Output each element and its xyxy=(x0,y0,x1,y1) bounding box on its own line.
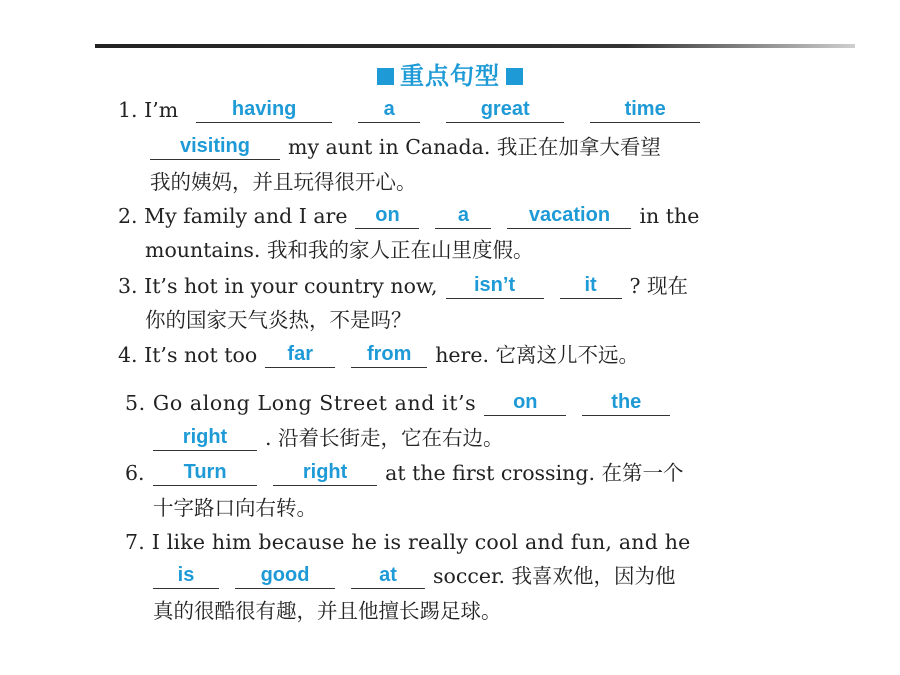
top-rule xyxy=(95,44,855,48)
item-text: It’s not too xyxy=(144,343,258,367)
item-7-line-2 xyxy=(153,562,676,590)
item-1-line-3: 我的姨妈，并且玩得很开心。 xyxy=(150,170,417,194)
item-text: soccer. 我喜欢他，因为他 xyxy=(433,564,676,588)
answer-blank: visiting xyxy=(150,133,280,160)
item-text: my aunt in Canada. 我正在加拿大看望 xyxy=(288,135,661,159)
answer-blank: right xyxy=(153,424,257,451)
answer-blank: time xyxy=(590,96,700,123)
answer-blank: vacation xyxy=(507,202,631,229)
item-text: I’m xyxy=(144,98,179,122)
answer-blank: on xyxy=(355,202,419,229)
item-text: here. 它离这儿不远。 xyxy=(435,343,640,367)
item-3-line-2: 你的国家天气炎热，不是吗？ xyxy=(145,308,412,332)
square-bullet-left-icon xyxy=(377,68,394,85)
answer-blank: on xyxy=(484,389,566,416)
answer-blank: far xyxy=(265,341,335,368)
item-2-line-2: mountains. 我和我的家人正在山里度假。 xyxy=(145,238,534,262)
item-text: It’s hot in your country now, xyxy=(144,274,438,298)
item-number: 2. xyxy=(118,204,138,228)
section-heading-text: 重点句型 xyxy=(400,62,500,90)
item-text: My family and I are xyxy=(144,204,348,228)
section-heading xyxy=(0,56,900,91)
item-5-line-2 xyxy=(153,424,504,452)
answer-blank: Turn xyxy=(153,459,257,486)
answer-blank: isn’t xyxy=(446,272,544,299)
item-text: Go along Long Street and it’s xyxy=(152,391,477,415)
item-text: I like him because he is really cool and fun, and he xyxy=(151,530,691,554)
answer-blank: having xyxy=(196,96,332,123)
square-bullet-right-icon xyxy=(506,68,523,85)
item-number: 7. xyxy=(125,530,145,554)
answer-blank: a xyxy=(435,202,491,229)
answer-blank: is xyxy=(153,562,219,589)
item-5-line-1 xyxy=(125,389,678,417)
item-3-line-1 xyxy=(118,272,688,300)
item-6-line-2: 十字路口向右转。 xyxy=(153,496,317,520)
item-text: at the first crossing. 在第一个 xyxy=(385,461,684,485)
item-number: 6. xyxy=(125,461,145,485)
item-1-line-1 xyxy=(118,96,708,124)
answer-blank: a xyxy=(358,96,420,123)
answer-blank: it xyxy=(560,272,622,299)
answer-blank: good xyxy=(235,562,335,589)
item-number: 1. xyxy=(118,98,138,122)
item-text: in the xyxy=(639,204,700,228)
answer-blank: right xyxy=(273,459,377,486)
answer-blank: from xyxy=(351,341,427,368)
item-7-line-1 xyxy=(125,528,690,556)
item-1-line-2 xyxy=(150,133,661,161)
item-number: 3. xyxy=(118,274,138,298)
item-2-line-1 xyxy=(118,202,699,230)
answer-blank: the xyxy=(582,389,670,416)
item-number: 4. xyxy=(118,343,138,367)
item-text: ? 现在 xyxy=(629,274,689,298)
answer-blank: at xyxy=(351,562,425,589)
item-number: 5. xyxy=(125,391,146,415)
item-6-line-1 xyxy=(125,459,684,487)
answer-blank: great xyxy=(446,96,564,123)
item-7-line-3: 真的很酷很有趣，并且他擅长踢足球。 xyxy=(153,599,502,623)
item-4-line-1 xyxy=(118,341,639,369)
item-text: . 沿着长街走，它在右边。 xyxy=(265,426,504,450)
